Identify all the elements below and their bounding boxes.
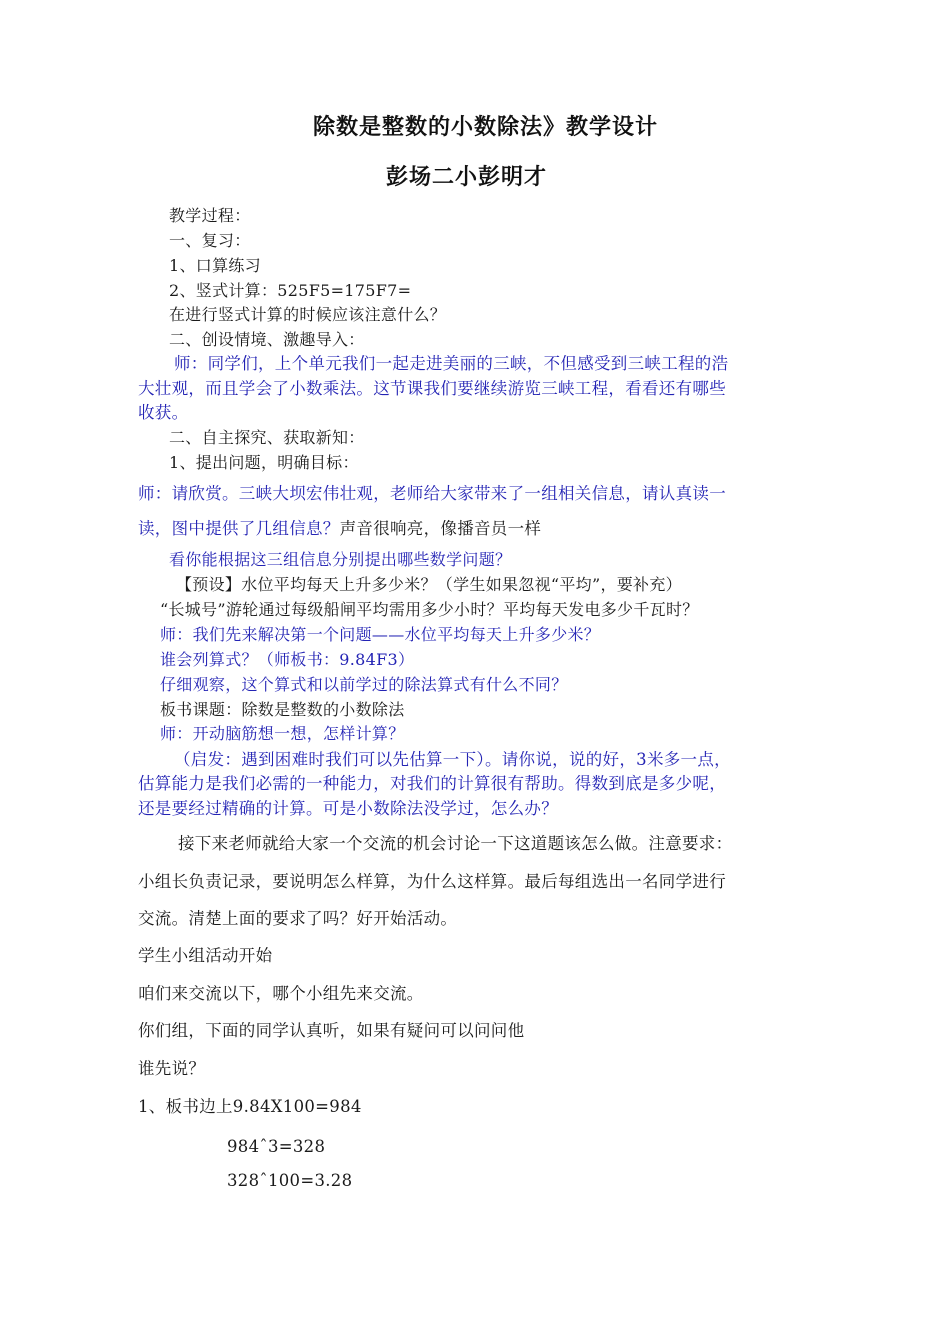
teacher-line: 还是要经过精确的计算。可是小数除法没学过，怎么办？ <box>138 799 558 818</box>
teacher-line: 谁会列算式？（师板书：9.84F3） <box>160 650 415 669</box>
teacher-line: 师：同学们，上个单元我们一起走进美丽的三峡，不但感受到三峡工程的浩 <box>174 354 729 373</box>
document-author: 彭场二小彭明才 <box>386 165 548 190</box>
text-line: 板书课题：除数是整数的小数除法 <box>160 700 405 719</box>
mixed-line <box>138 518 541 540</box>
teacher-line: 看你能根据这三组信息分别提出哪些数学问题？ <box>169 550 512 569</box>
text-line: 小组长负责记录，要说明怎么样算，为什么这样算。最后每组选出一名同学进行 <box>138 872 726 891</box>
text-line: 【预设】水位平均每天上升多少米？（学生如果忽视“平均”，要补充） <box>176 575 682 594</box>
text-line: 2、竖式计算：525F5=175F7= <box>169 281 412 300</box>
text-line: 在进行竖式计算的时候应该注意什么？ <box>169 305 447 324</box>
text-line: 1、口算练习 <box>169 256 261 275</box>
text-line: 接下来老师就给大家一个交流的机会讨论一下这道题该怎么做。注意要求： <box>178 834 733 853</box>
teacher-text: 读，图中提供了几组信息？ <box>138 519 340 538</box>
teacher-line: 师：请欣赏。三峡大坝宏伟壮观，老师给大家带来了一组相关信息，请认真读一 <box>138 484 726 503</box>
formula-line: 984ˆ3=328 <box>227 1137 326 1156</box>
teacher-line: 师：开动脑筋想一想，怎样计算？ <box>160 724 405 743</box>
text-line: 教学过程： <box>169 206 251 225</box>
text-line: 1、板书边上9.84X100=984 <box>138 1097 362 1116</box>
teacher-line: 师：我们先来解决第一个问题——水位平均每天上升多少米？ <box>160 625 601 644</box>
text-line: 谁先说？ <box>138 1059 206 1078</box>
text-line: 你们组，下面的同学认真听，如果有疑问可以问问他 <box>138 1021 525 1040</box>
text-line: 学生小组活动开始 <box>138 946 273 965</box>
document-title: 除数是整数的小数除法》教学设计 <box>313 115 659 140</box>
text-line: 交流。清楚上面的要求了吗？好开始活动。 <box>138 909 458 928</box>
text-line: “长城号”游轮通过每级船闸平均需用多少小时？平均每天发电多少千瓦时？ <box>160 600 699 619</box>
teacher-line: 收获。 <box>138 403 189 422</box>
teacher-line: 仔细观察，这个算式和以前学过的除法算式有什么不同？ <box>160 675 568 694</box>
text-line: 二、创设情境、激趣导入： <box>169 330 365 349</box>
text-line: 二、自主探究、获取新知： <box>169 428 365 447</box>
text-line: 1、提出问题，明确目标： <box>169 453 359 472</box>
formula-line: 328ˆ100=3.28 <box>227 1171 353 1190</box>
teacher-line: 估算能力是我们必需的一种能力，对我们的计算很有帮助。得数到底是多少呢， <box>138 774 726 793</box>
teacher-line: （启发：遇到困难时我们可以先估算一下）。请你说，说的好，3米多一点， <box>174 750 731 769</box>
text-line: 咱们来交流以下，哪个小组先来交流。 <box>138 984 424 1003</box>
plain-text: 声音很响亮，像播音员一样 <box>339 519 542 538</box>
teacher-line: 大壮观，而且学会了小数乘法。这节课我们要继续游览三峡工程，看看还有哪些 <box>138 379 726 398</box>
text-line: 一、复习： <box>169 231 251 250</box>
